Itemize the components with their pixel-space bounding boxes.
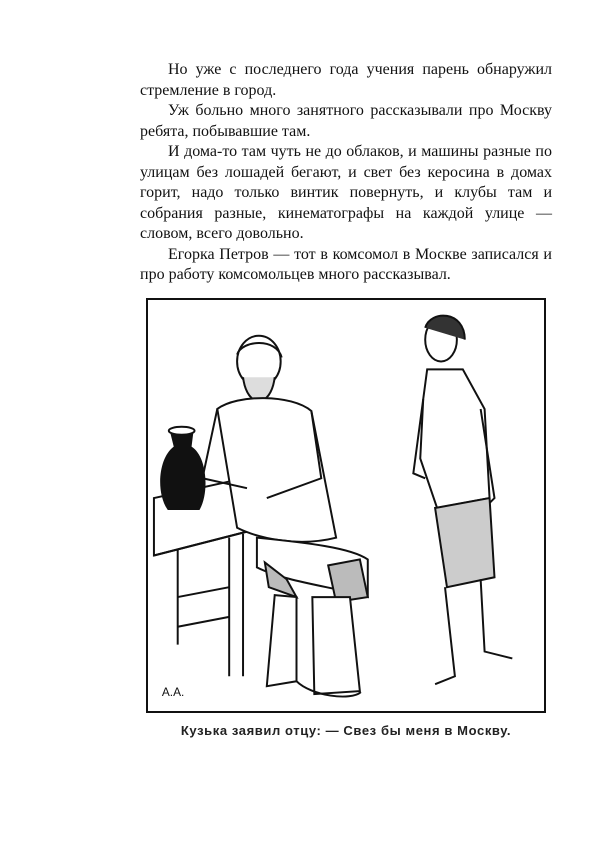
illustration-frame — [146, 298, 546, 713]
illustration-caption: Кузька заявил отцу: — Свез бы меня в Москву. — [180, 723, 512, 738]
paragraph: Уж больно много занятного рассказывали про Москву ребята, побывавшие там. — [140, 102, 552, 140]
pitcher-drawing — [160, 427, 205, 510]
artist-signature: А.А. — [161, 685, 185, 700]
paragraph: Но уже с последнего года учения парень обнаружил стремление в город. — [140, 61, 552, 99]
paragraph: Егорка Петров — тот в комсомол в Москве записался и про работу комсомольцев много рассказывал. — [140, 245, 552, 283]
illustration-drawing — [148, 300, 544, 711]
body-text — [140, 60, 552, 286]
paragraph: И дома-то там чуть не до облаков, и машины разные по улицам без лошадей бегают, и свет без керосина в домах горит, надо только винтик повернуть, и клубы там и собрания разные, кинематографы на каждой улице — словом, всего довольно. — [140, 143, 552, 242]
boy-drawing — [413, 316, 512, 685]
